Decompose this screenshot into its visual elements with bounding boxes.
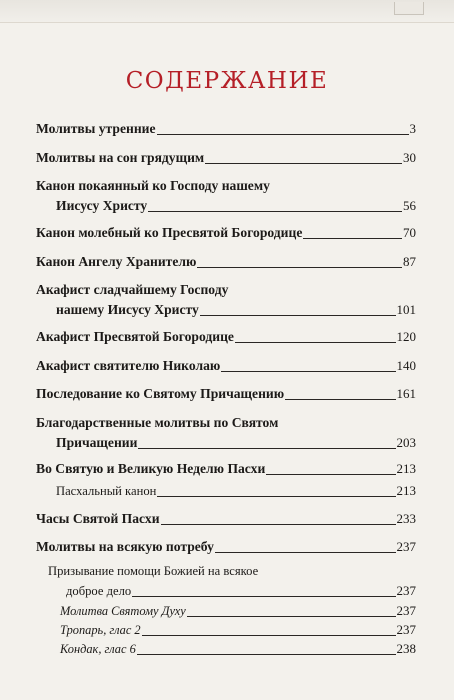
toc-entry-label: Молитвы утренние <box>36 121 156 136</box>
toc-subentry <box>36 481 416 501</box>
toc-subentry <box>48 601 416 621</box>
toc-entry-page: 213 <box>396 483 416 498</box>
toc-entry-label: Иисусу Христу <box>56 198 148 213</box>
toc-entry-label: Часы Святой Пасхи <box>36 511 160 526</box>
toc-entry <box>36 148 416 168</box>
dot-leader <box>200 315 396 316</box>
bookmark-tab <box>394 2 424 15</box>
toc-entry-page: 238 <box>396 641 416 656</box>
toc-entry <box>36 176 416 216</box>
dot-leader <box>215 552 396 553</box>
dot-leader <box>235 342 396 343</box>
dot-leader <box>157 496 395 497</box>
page-top-edge <box>0 0 454 23</box>
toc-entry <box>36 119 416 139</box>
dot-leader <box>137 654 396 655</box>
toc-entry-line1: Канон покаянный ко Господу нашему <box>36 178 270 193</box>
dot-leader <box>142 635 396 636</box>
toc-entry-label: Акафист Пресвятой Богородице <box>36 329 234 344</box>
dot-leader <box>197 267 402 268</box>
toc-entry-label: Молитва Святому Духу <box>60 604 186 618</box>
toc-entry <box>36 413 416 453</box>
toc-entry-line1: Благодарственные молитвы по Святом <box>36 415 279 430</box>
page-title: СОДЕРЖАНИЕ <box>125 68 329 94</box>
toc-entry-page: 237 <box>396 622 416 637</box>
toc-entry <box>36 356 416 376</box>
toc-entry-page: 233 <box>396 511 416 526</box>
toc-entry-label: Акафист святителю Николаю <box>36 358 221 373</box>
dot-leader <box>157 134 409 135</box>
toc-entry-page: 140 <box>396 358 416 373</box>
toc-entry-page: 237 <box>396 583 416 598</box>
toc-entry-page: 203 <box>396 435 416 450</box>
toc-entry-label: Канон молебный ко Пресвятой Богородице <box>36 225 303 240</box>
toc-subentry <box>48 639 416 659</box>
toc-entry <box>36 459 416 479</box>
toc-entry-label: Во Святую и Великую Неделю Пасхи <box>36 461 266 476</box>
toc-entry-page: 237 <box>396 603 416 618</box>
toc-entry-label: Молитвы на сон грядущим <box>36 150 205 165</box>
toc-entry-label: Причащении <box>56 435 138 450</box>
toc-entry-label: Кондак, глас 6 <box>60 642 136 656</box>
dot-leader <box>132 596 395 597</box>
dot-leader <box>303 238 402 239</box>
dot-leader <box>187 616 396 617</box>
toc-entry-page: 3 <box>409 121 416 136</box>
toc-entry <box>36 327 416 347</box>
dot-leader <box>138 448 395 449</box>
toc-entry-page: 87 <box>403 254 416 269</box>
toc-entry-label: Последование ко Святому Причащению <box>36 386 285 401</box>
toc-entry-page: 56 <box>403 198 416 213</box>
toc-entry <box>36 384 416 404</box>
toc-entry-page: 70 <box>403 225 416 240</box>
toc-entry-page: 161 <box>396 386 416 401</box>
toc-subentry <box>48 561 416 601</box>
toc-entry-label: доброе дело <box>66 584 132 598</box>
dot-leader <box>148 211 402 212</box>
toc-entry-page: 101 <box>396 302 416 317</box>
toc-entry-label: Пасхальный канон <box>56 484 157 498</box>
toc-entry-label: Тропарь, глас 2 <box>60 623 141 637</box>
toc-entry <box>36 223 416 243</box>
toc-entry-label: Молитвы на всякую потребу <box>36 539 214 554</box>
toc-subentry <box>48 620 416 640</box>
toc-entry-line1: Акафист сладчайшему Господу <box>36 282 229 297</box>
dot-leader <box>221 371 395 372</box>
toc-entry <box>36 509 416 529</box>
dot-leader <box>161 524 396 525</box>
dot-leader <box>205 163 402 164</box>
toc-entry <box>36 537 416 557</box>
toc-entry-line1: Призывание помощи Божией на всякое <box>48 564 259 578</box>
toc-entry-page: 213 <box>396 461 416 476</box>
toc-entry-page: 120 <box>396 329 416 344</box>
toc-entry <box>36 252 416 272</box>
toc-entry-label: нашему Иисусу Христу <box>56 302 199 317</box>
dot-leader <box>285 399 395 400</box>
toc-entry-page: 30 <box>403 150 416 165</box>
dot-leader <box>266 474 395 475</box>
toc-entry-page: 237 <box>396 539 416 554</box>
toc-entry-label: Канон Ангелу Хранителю <box>36 254 197 269</box>
toc-entry <box>36 280 416 320</box>
